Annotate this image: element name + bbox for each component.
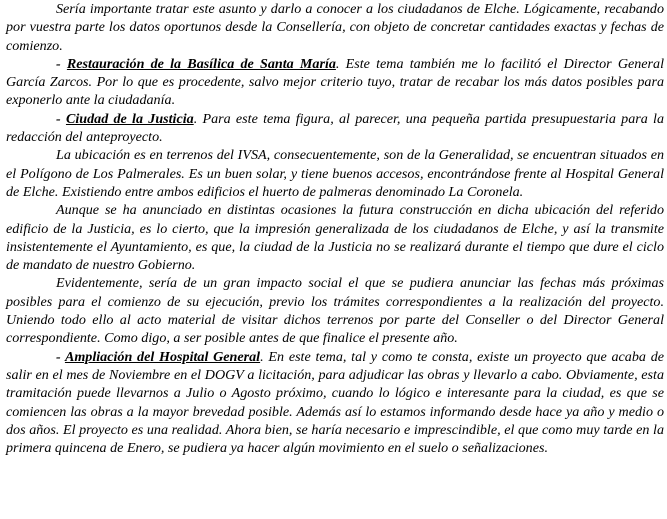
paragraph-justicia <box>6 110 664 147</box>
paragraph-ubicacion <box>6 146 664 201</box>
paragraph-text: Sería importante tratar este asunto y darlo a conocer a los ciudadanos de Elche. Lógicamente, recabando por vuestra parte los datos oportunos desde la Consellería, con objeto de concretar cantidades exactas y fechas de comienzo. <box>6 1 664 54</box>
bullet-dash: - <box>56 348 65 365</box>
paragraph-text: La ubicación es en terrenos del IVSA, consecuentemente, son de la Generalidad, se encuentran situados en el Polígono de Los Palmerales. Es un buen solar, y tiene buenos accesos, encontrándose frente al Hospital General de Elche. Existiendo entre ambos edificios el huerto de palmeras denominado La Coronela. <box>6 147 664 200</box>
paragraph-basilica <box>6 55 664 110</box>
paragraph-text: Aunque se ha anunciado en distintas ocasiones la futura construcción en dicha ubicación del referido edificio de la Justicia, es lo cierto, que la impresión generalizada de los ciudadanos de Elche, y así la transmite insistentemente el Ayuntamiento, es que, la ciudad de la Justicia no se realizará durante el tiempo que dure el ciclo de mandato de nuestro Gobierno. <box>6 202 664 274</box>
paragraph-hospital <box>6 348 664 458</box>
paragraph-impacto <box>6 274 664 347</box>
section-heading-basilica: Restauración de la Basílica de Santa María <box>66 55 336 72</box>
section-heading-hospital: Ampliación del Hospital General <box>64 348 261 365</box>
bullet-dash: - <box>56 55 67 72</box>
paragraph-anuncio <box>6 201 664 274</box>
paragraph-text: Evidentemente, sería de un gran impacto social el que se pudiera anunciar las fechas más próximas posibles para el comienzo de su ejecución, previo los trámites correspondientes a la realización del proyecto. Uniendo todo ello al acto material de visitar dichos terrenos por parte del Conseller o del Director General correspondiente. Como digo, a ser posible antes de que finalice el presente año. <box>6 275 664 347</box>
section-heading-justicia: Ciudad de la Justicia <box>65 110 194 127</box>
bullet-dash: - <box>56 110 66 127</box>
document-body <box>6 0 664 457</box>
paragraph-intro <box>6 0 664 55</box>
paragraph-text: . En este tema, tal y como te consta, existe un proyecto que acaba de salir en el mes de Noviembre en el DOGV a licitación, para adjudicar las obras y llevarlo a cabo. Obviamente, esta tramitación puede llevarnos a Julio o Agosto próximo, cuando lo lógico e interesante para la ciudad, es que se comiencen las obras a la mayor brevedad posible. Además así lo estamos informando desde hace ya año y medio o dos años. El proyecto es una realidad. Ahora bien, se haría necesario e imprescindible, el que como muy tarde en la primera quincena de Enero, se pudiera ya hacer algún movimiento en el suelo o señalizaciones. <box>6 348 664 457</box>
paragraph-text: . Para este tema figura, al parecer, una pequeña partida presupuestaria para la redacción del anteproyecto. <box>6 110 664 146</box>
paragraph-text: . Este tema también me lo facilitó el Director General García Zarcos. Por lo que es procedente, salvo mejor criterio tuyo, tratar de recabar los más datos posibles para exponerlo ante la ciudadanía. <box>6 55 664 109</box>
